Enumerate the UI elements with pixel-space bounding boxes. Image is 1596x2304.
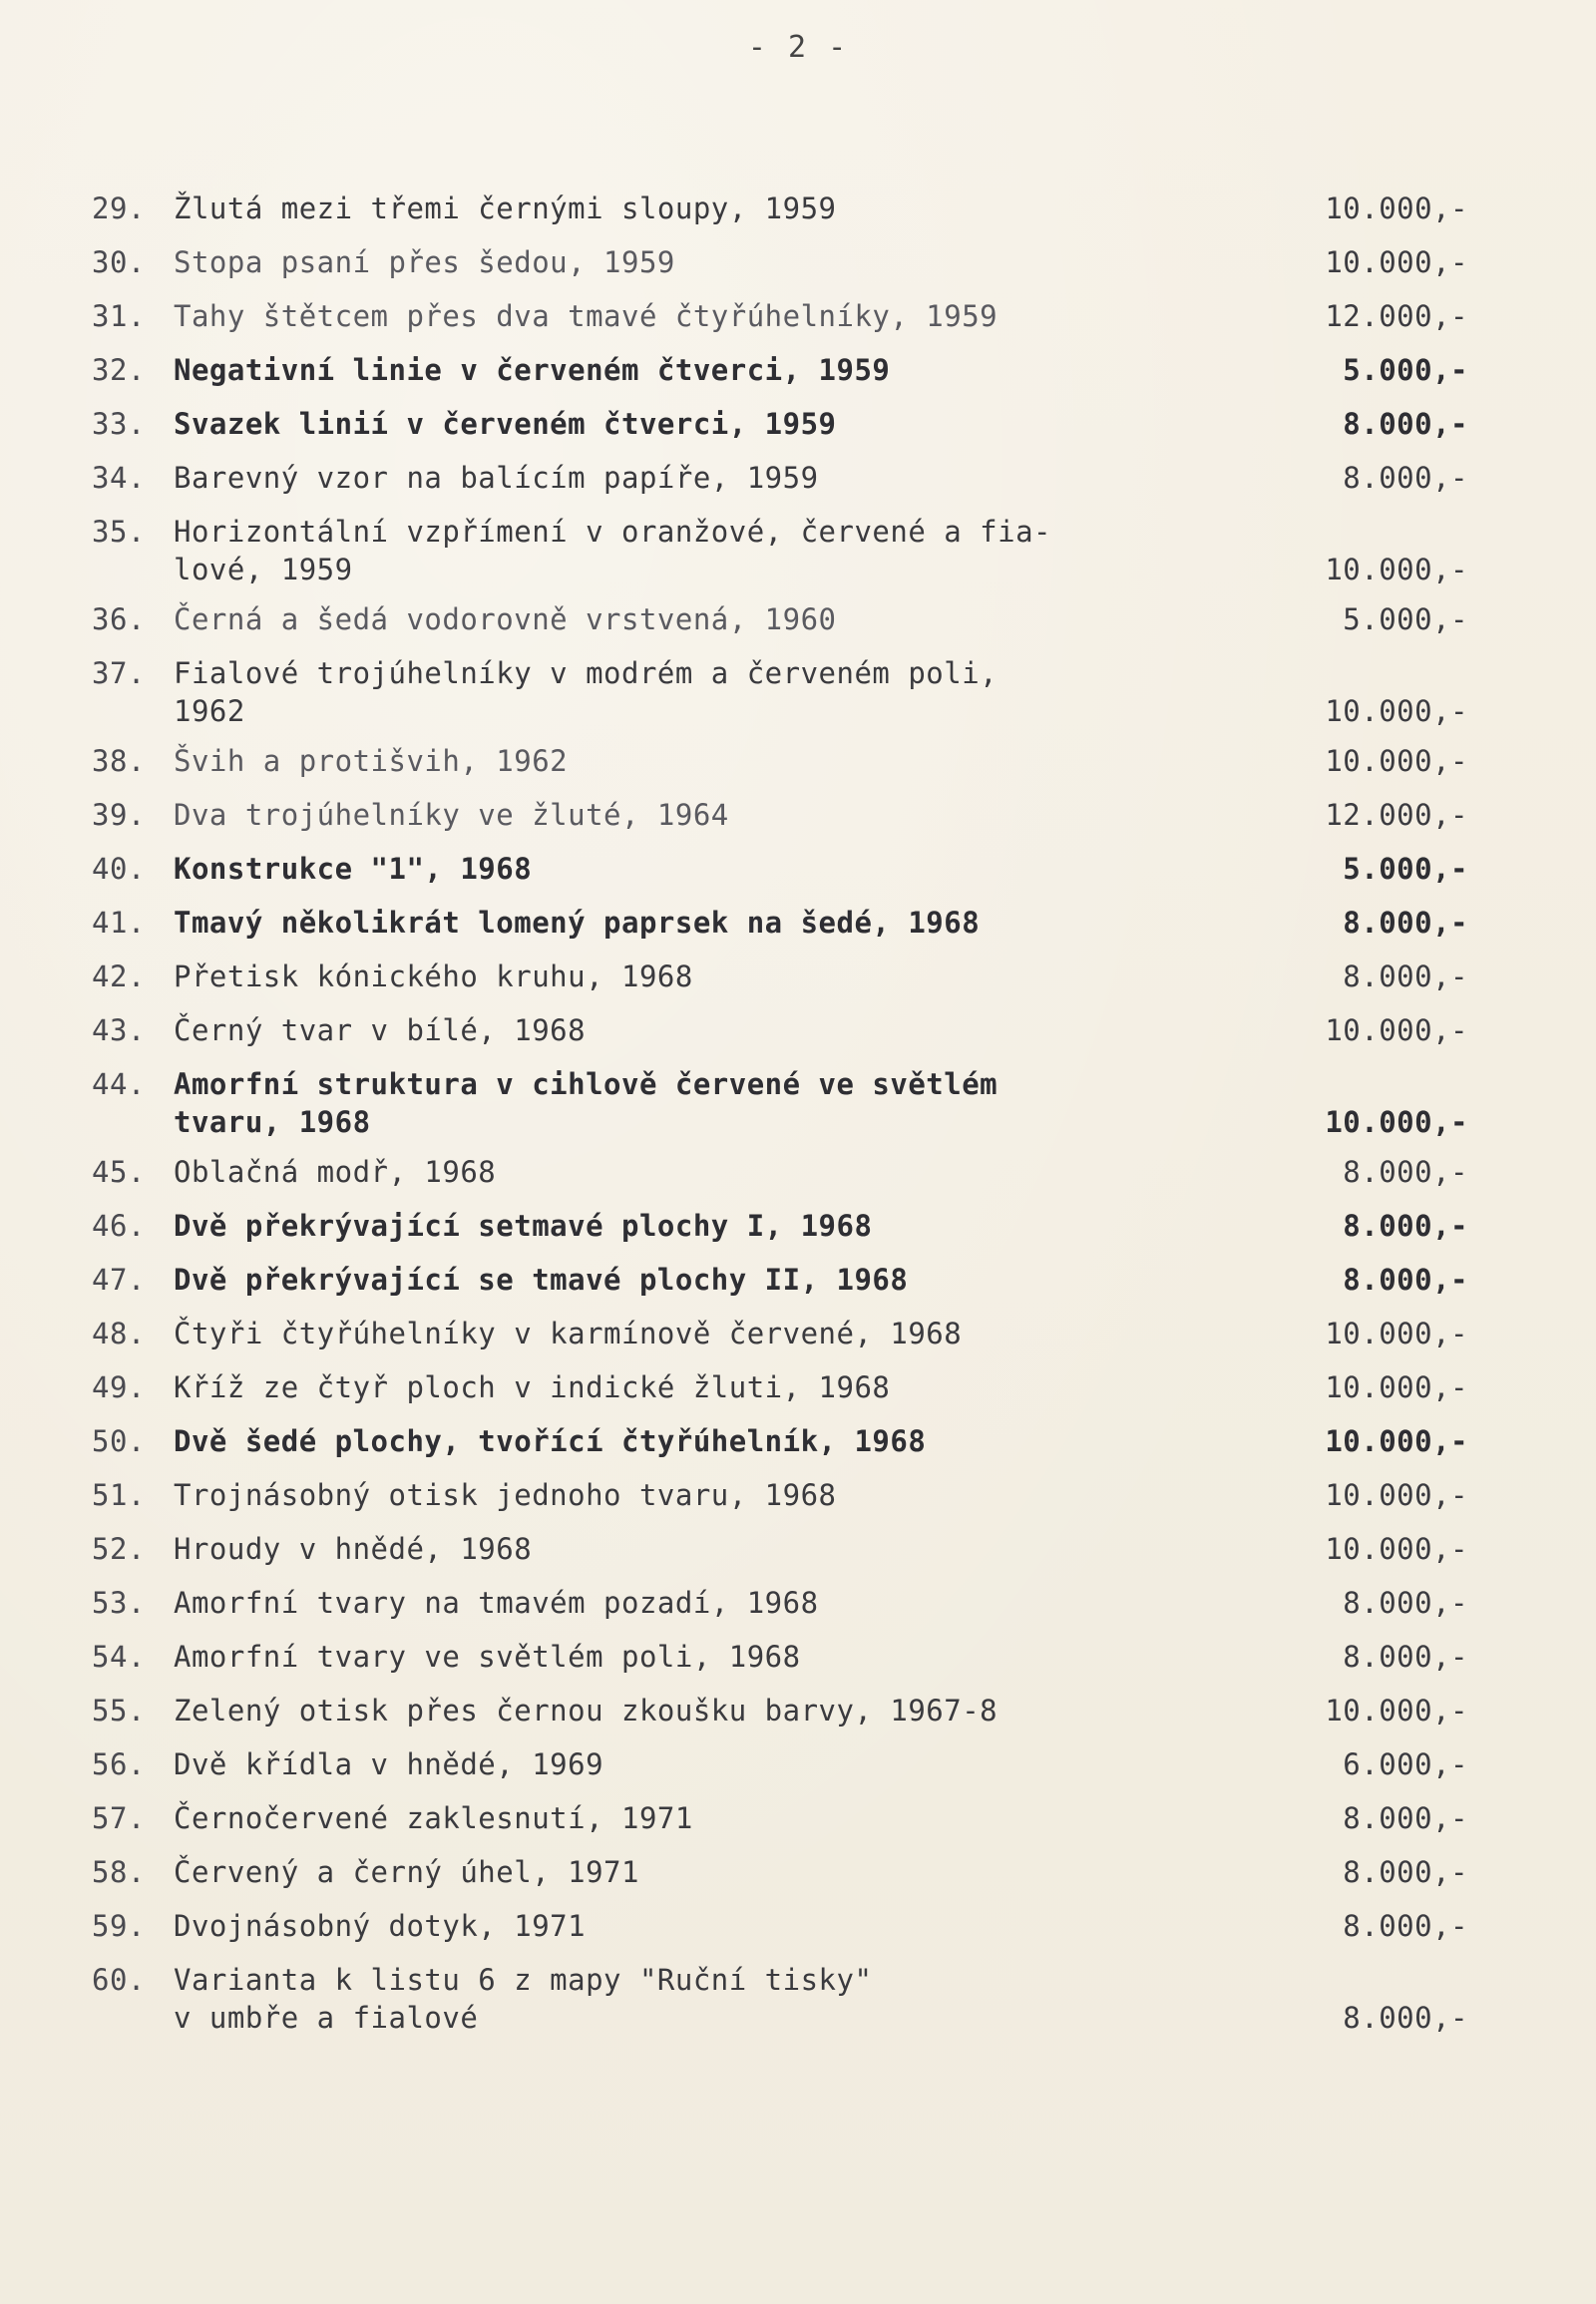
item-title: Černá a šedá vodorovně vrstvená, 1960: [174, 602, 837, 636]
item-price: 8.000,-: [1343, 1209, 1468, 1243]
item-number: 47.: [92, 1263, 146, 1297]
list-item: [92, 1530, 1468, 1568]
item-title: Dva trojúhelníky ve žluté, 1964: [174, 798, 729, 832]
list-item: [92, 1692, 1468, 1729]
list-item: [92, 600, 1468, 638]
item-number: 42.: [92, 960, 146, 993]
item-price: 8.000,-: [1343, 1586, 1468, 1620]
list-item: [92, 1638, 1468, 1676]
item-price: 8.000,-: [1343, 2001, 1468, 2035]
item-number: 46.: [92, 1209, 146, 1243]
item-title: Červený a černý úhel, 1971: [174, 1855, 639, 1889]
item-price: 8.000,-: [1343, 1640, 1468, 1674]
item-price: 12.000,-: [1325, 798, 1468, 832]
item-title: Dvě překrývající setmavé plochy I, 1968: [174, 1209, 873, 1243]
item-price: 10.000,-: [1325, 1478, 1468, 1512]
item-price: 10.000,-: [1325, 1694, 1468, 1728]
item-title: Švih a protišvih, 1962: [174, 744, 569, 778]
list-item: [92, 513, 1468, 588]
item-number: 57.: [92, 1801, 146, 1835]
item-title: Zelený otisk přes černou zkoušku barvy, 1967-8: [174, 1694, 998, 1728]
item-price: 10.000,-: [1325, 744, 1468, 778]
item-number: 37.: [92, 656, 146, 690]
list-item: [92, 405, 1468, 443]
item-title: Černý tvar v bílé, 1968: [174, 1013, 587, 1047]
list-item: [92, 1961, 1468, 2037]
price-list: [92, 190, 1468, 2049]
item-title: Oblačná modř, 1968: [174, 1155, 497, 1189]
item-price: 8.000,-: [1343, 1801, 1468, 1835]
item-number: 52.: [92, 1532, 146, 1566]
item-title: Hroudy v hnědé, 1968: [174, 1532, 533, 1566]
item-number: 58.: [92, 1855, 146, 1889]
item-title: Konstrukce "1", 1968: [174, 852, 533, 886]
item-number: 53.: [92, 1586, 146, 1620]
item-number: 59.: [92, 1909, 146, 1943]
list-item: [92, 904, 1468, 942]
item-title: Amorfní tvary na tmavém pozadí, 1968: [174, 1586, 819, 1620]
list-item: [92, 1476, 1468, 1514]
item-number: 51.: [92, 1478, 146, 1512]
list-item: [92, 1261, 1468, 1299]
list-item: [92, 1799, 1468, 1837]
item-number: 50.: [92, 1424, 146, 1458]
item-title: Tahy štětcem přes dva tmavé čtyřúhelníky, 1959: [174, 299, 998, 333]
item-title: Čtyři čtyřúhelníky v karmínově červené, 1968: [174, 1317, 963, 1350]
item-number: 55.: [92, 1694, 146, 1728]
item-price: 8.000,-: [1343, 461, 1468, 495]
list-item: [92, 351, 1468, 389]
item-title: Černočervené zaklesnutí, 1971: [174, 1801, 693, 1835]
item-number: 36.: [92, 602, 146, 636]
item-price: 10.000,-: [1325, 694, 1468, 728]
list-item: [92, 1011, 1468, 1049]
item-price: 8.000,-: [1343, 1155, 1468, 1189]
item-title: Dvě šedé plochy, tvořící čtyřúhelník, 1968: [174, 1424, 927, 1458]
item-title: Dvojnásobný dotyk, 1971: [174, 1909, 587, 1943]
list-item: [92, 1315, 1468, 1352]
item-number: 31.: [92, 299, 146, 333]
list-item: [92, 459, 1468, 497]
item-price: 8.000,-: [1343, 407, 1468, 441]
item-title: Amorfní tvary ve světlém poli, 1968: [174, 1640, 801, 1674]
item-number: 43.: [92, 1013, 146, 1047]
item-title: Stopa psaní přes šedou, 1959: [174, 245, 675, 279]
item-price: 10.000,-: [1325, 1013, 1468, 1047]
item-number: 49.: [92, 1370, 146, 1404]
item-title: Varianta k listu 6 z mapy "Ruční tisky" v umbře a fialové: [174, 1963, 873, 2035]
item-number: 48.: [92, 1317, 146, 1350]
list-item: [92, 796, 1468, 834]
item-number: 33.: [92, 407, 146, 441]
item-title: Tmavý několikrát lomený paprsek na šedé, 1968: [174, 906, 981, 940]
item-title: Kříž ze čtyř ploch v indické žluti, 1968: [174, 1370, 891, 1404]
item-title: Amorfní struktura v cihlově červené ve světlém tvaru, 1968: [174, 1067, 998, 1139]
item-price: 10.000,-: [1325, 1317, 1468, 1350]
list-item: [92, 1153, 1468, 1191]
item-number: 35.: [92, 515, 146, 549]
item-price: 8.000,-: [1343, 1855, 1468, 1889]
list-item: [92, 297, 1468, 335]
item-title: Negativní linie v červeném čtverci, 1959: [174, 353, 891, 387]
item-number: 54.: [92, 1640, 146, 1674]
item-number: 60.: [92, 1963, 146, 1997]
list-item: [92, 190, 1468, 227]
item-number: 45.: [92, 1155, 146, 1189]
item-price: 10.000,-: [1325, 1424, 1468, 1458]
item-number: 44.: [92, 1067, 146, 1101]
list-item: [92, 1907, 1468, 1945]
list-item: [92, 742, 1468, 780]
item-price: 10.000,-: [1325, 1532, 1468, 1566]
item-price: 5.000,-: [1343, 353, 1468, 387]
item-price: 8.000,-: [1343, 1263, 1468, 1297]
list-item: [92, 1207, 1468, 1245]
item-price: 10.000,-: [1325, 192, 1468, 225]
list-item: [92, 1368, 1468, 1406]
list-item: [92, 243, 1468, 281]
list-item: [92, 1853, 1468, 1891]
list-item: [92, 850, 1468, 888]
page-number: - 2 -: [747, 30, 849, 65]
item-number: 39.: [92, 798, 146, 832]
item-title: Dvě překrývající se tmavé plochy II, 1968: [174, 1263, 909, 1297]
item-number: 40.: [92, 852, 146, 886]
item-number: 56.: [92, 1747, 146, 1781]
list-item: [92, 654, 1468, 730]
item-price: 8.000,-: [1343, 960, 1468, 993]
item-title: Trojnásobný otisk jednoho tvaru, 1968: [174, 1478, 837, 1512]
list-item: [92, 1422, 1468, 1460]
item-title: Horizontální vzpřímení v oranžové, červené a fia- lové, 1959: [174, 515, 1052, 586]
item-title: Přetisk kónického kruhu, 1968: [174, 960, 693, 993]
item-title: Barevný vzor na balícím papíře, 1959: [174, 461, 819, 495]
item-price: 8.000,-: [1343, 906, 1468, 940]
item-price: 8.000,-: [1343, 1909, 1468, 1943]
item-price: 5.000,-: [1343, 602, 1468, 636]
list-item: [92, 958, 1468, 995]
item-price: 5.000,-: [1343, 852, 1468, 886]
item-title: Dvě křídla v hnědé, 1969: [174, 1747, 604, 1781]
item-number: 30.: [92, 245, 146, 279]
item-price: 10.000,-: [1325, 553, 1468, 586]
item-number: 34.: [92, 461, 146, 495]
list-item: [92, 1745, 1468, 1783]
list-item: [92, 1584, 1468, 1622]
list-item: [92, 1065, 1468, 1141]
item-price: 10.000,-: [1325, 245, 1468, 279]
item-number: 29.: [92, 192, 146, 225]
item-price: 10.000,-: [1325, 1370, 1468, 1404]
item-number: 38.: [92, 744, 146, 778]
item-price: 6.000,-: [1343, 1747, 1468, 1781]
item-number: 32.: [92, 353, 146, 387]
item-number: 41.: [92, 906, 146, 940]
item-price: 10.000,-: [1325, 1105, 1468, 1139]
item-title: Žlutá mezi třemi černými sloupy, 1959: [174, 192, 837, 225]
item-price: 12.000,-: [1325, 299, 1468, 333]
item-title: Svazek linií v červeném čtverci, 1959: [174, 407, 837, 441]
item-title: Fialové trojúhelníky v modrém a červeném poli, 1962: [174, 656, 998, 728]
